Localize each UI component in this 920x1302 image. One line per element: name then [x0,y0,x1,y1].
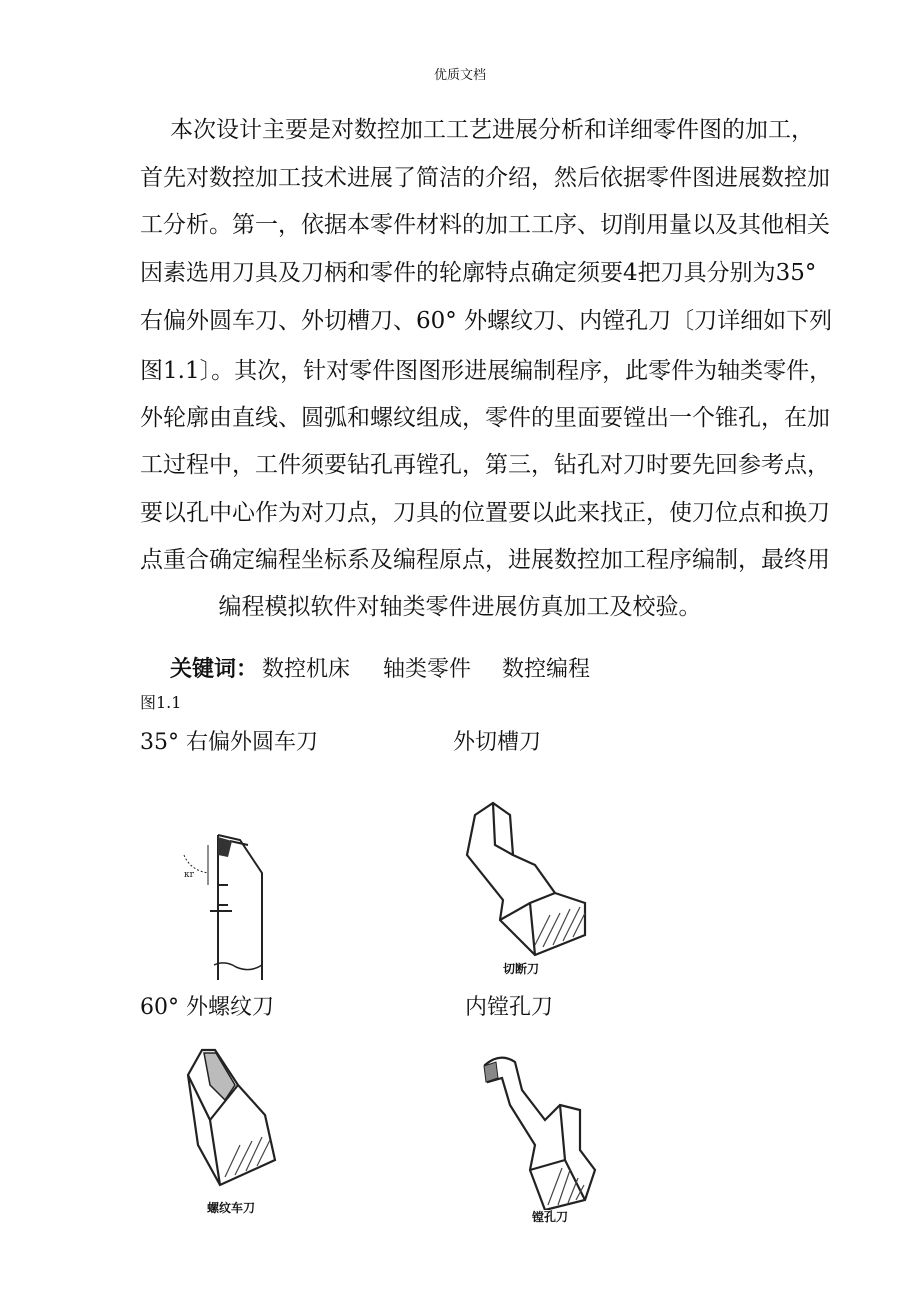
abstract-line: 首先对数控加工技术进展了简洁的介绍，然后依据零件图进展数控加 [140,165,830,191]
tool-caption: 切断刀 [503,962,540,976]
keyword: 数控编程 [502,657,591,682]
tool-label: 内镗孔刀 [465,995,554,1020]
keyword: 轴类零件 [383,657,472,682]
page-header: 优质文档 [433,68,486,83]
turning-tool-image [170,815,270,990]
tool-label: 外切槽刀 [453,730,542,755]
keyword: 数控机床 [262,657,351,682]
abstract-line: 工分析。第一，依据本零件材料的加工工序、切削用量以及其他相关 [140,212,830,238]
abstract-line: 编程模拟软件对轴类零件进展仿真加工及校验。 [218,594,702,620]
boring-tool-image [470,1050,605,1210]
abstract-line: 工过程中，工件须要钻孔再镗孔，第三，钻孔对刀时要先回参考点， [140,452,830,478]
abstract-line: 因素选用刀具及刀柄和零件的轮廓特点确定须要4把刀具分别为35° [140,260,817,286]
abstract-line: 要以孔中心作为对刀点，刀具的位置要以此来找正，使刀位点和换刀 [140,500,830,526]
tool-caption: 螺纹车刀 [207,1201,256,1215]
svg-text:κr: κr [184,870,194,880]
tool-caption: 镗孔刀 [532,1210,569,1224]
tool-label: 60° 外螺纹刀 [140,995,274,1020]
abstract-line: 本次设计主要是对数控加工工艺进展分析和详细零件图的加工， [170,117,814,143]
threading-tool-image [180,1045,290,1195]
tool-label: 35° 右偏外圆车刀 [140,730,318,755]
abstract-line: 右偏外圆车刀、外切槽刀、60° 外螺纹刀、内镗孔刀〔刀详细如下列 [140,308,833,334]
abstract-line: 图1.1〕。其次，针对零件图图形进展编制程序，此零件为轴类零件， [140,358,833,384]
keywords-label: 关键词： [170,657,259,682]
abstract-line: 外轮廓由直线、圆弧和螺纹组成，零件的里面要镗出一个锥孔，在加 [140,405,830,431]
grooving-tool-image [455,795,605,980]
figure-label: 图1.1 [140,693,182,712]
abstract-line: 点重合确定编程坐标系及编程原点，进展数控加工程序编制，最终用 [140,547,830,573]
